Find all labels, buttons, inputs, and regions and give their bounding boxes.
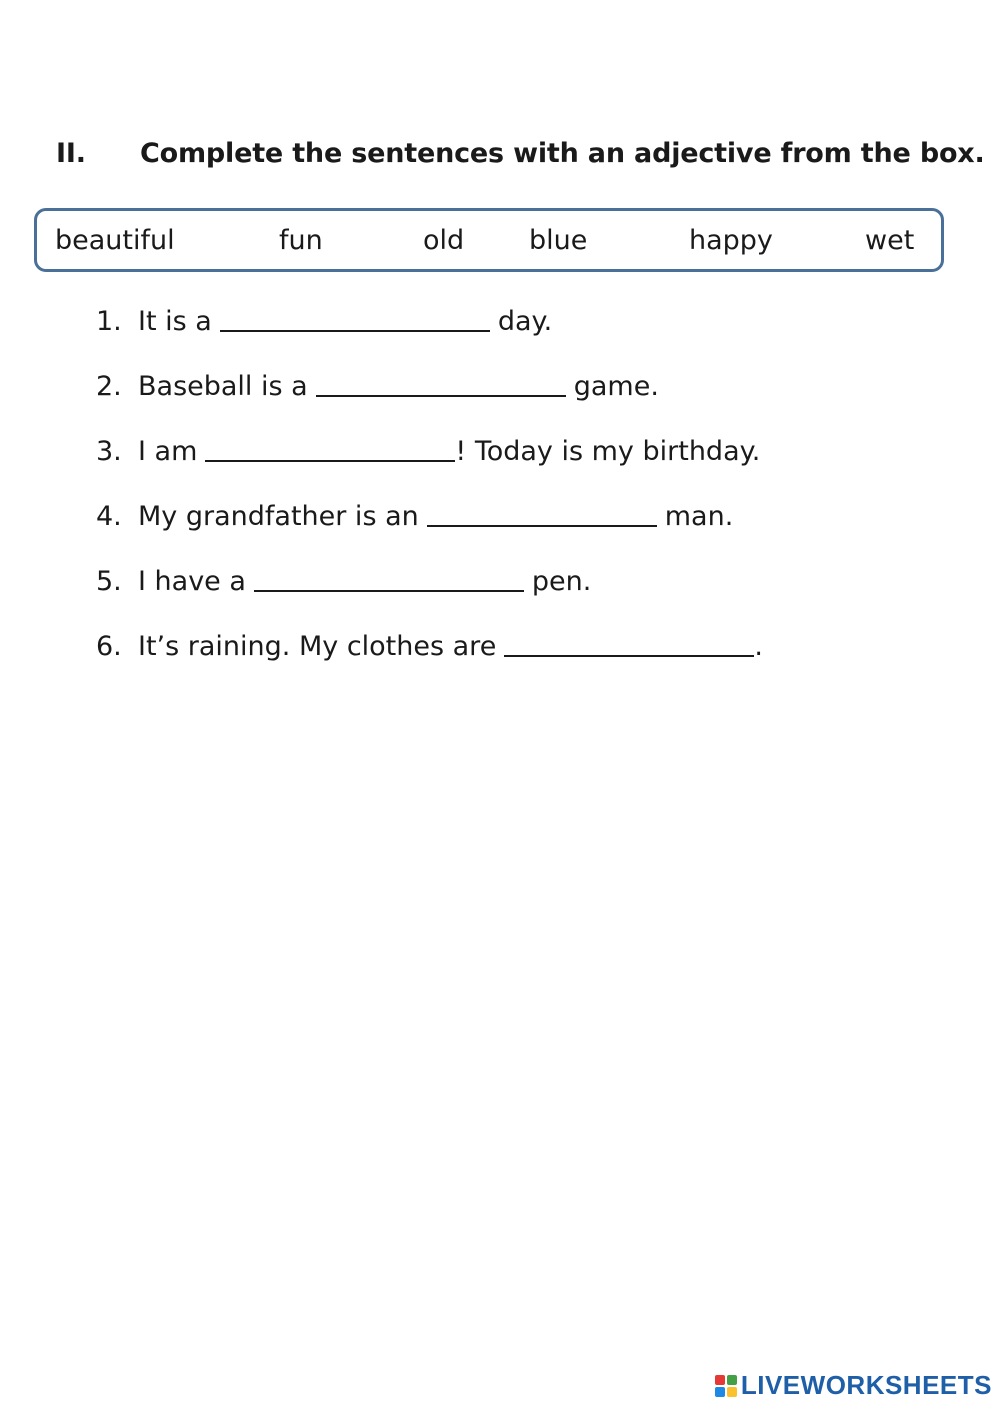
sentence-text-after: day. <box>497 306 553 337</box>
sentence-text-before: I am <box>138 436 198 467</box>
answer-blank-4[interactable] <box>427 499 657 527</box>
sentence-number: 2. <box>96 371 122 402</box>
exercise-instruction: Complete the sentences with an adjective from the box. <box>140 138 985 169</box>
sentence-text-before: Baseball is a <box>138 371 308 402</box>
answer-blank-2[interactable] <box>316 369 566 397</box>
word-happy[interactable]: happy <box>689 225 773 256</box>
logo-square <box>727 1375 737 1385</box>
word-wet[interactable]: wet <box>865 225 915 256</box>
sentence-number: 3. <box>96 436 122 467</box>
logo-text: LIVEWORKSHEETS <box>740 1370 992 1400</box>
sentence-1 <box>96 304 763 369</box>
sentence-text-after: . <box>754 631 763 662</box>
logo-square <box>715 1387 725 1397</box>
sentence-2 <box>96 369 763 434</box>
logo-squares-icon <box>715 1375 737 1397</box>
sentence-number: 5. <box>96 566 122 597</box>
word-blue[interactable]: blue <box>529 225 588 256</box>
exercise-number: II. <box>56 138 86 169</box>
word-beautiful[interactable]: beautiful <box>55 225 175 256</box>
answer-blank-1[interactable] <box>220 304 490 332</box>
word-box <box>34 208 944 272</box>
sentence-text-before: I have a <box>138 566 246 597</box>
sentence-text-before: It’s raining. My clothes are <box>138 631 497 662</box>
sentence-text-after: game. <box>573 371 659 402</box>
sentence-4 <box>96 499 763 564</box>
logo-square <box>727 1387 737 1397</box>
sentence-text-after: ! Today is my birthday. <box>455 436 761 467</box>
sentence-6 <box>96 629 763 694</box>
answer-blank-6[interactable] <box>504 629 754 657</box>
sentence-list <box>96 304 763 694</box>
exercise-heading <box>56 138 985 169</box>
sentence-text-after: pen. <box>531 566 592 597</box>
liveworksheets-logo <box>715 1370 992 1401</box>
word-fun[interactable]: fun <box>279 225 323 256</box>
answer-blank-5[interactable] <box>254 564 524 592</box>
sentence-3 <box>96 434 763 499</box>
sentence-5 <box>96 564 763 629</box>
sentence-text-after: man. <box>664 501 734 532</box>
logo-square <box>715 1375 725 1385</box>
sentence-number: 1. <box>96 306 122 337</box>
answer-blank-3[interactable] <box>205 434 455 462</box>
sentence-text-before: My grandfather is an <box>138 501 419 532</box>
sentence-number: 4. <box>96 501 122 532</box>
sentence-text-before: It is a <box>138 306 212 337</box>
sentence-number: 6. <box>96 631 122 662</box>
word-old[interactable]: old <box>423 225 465 256</box>
